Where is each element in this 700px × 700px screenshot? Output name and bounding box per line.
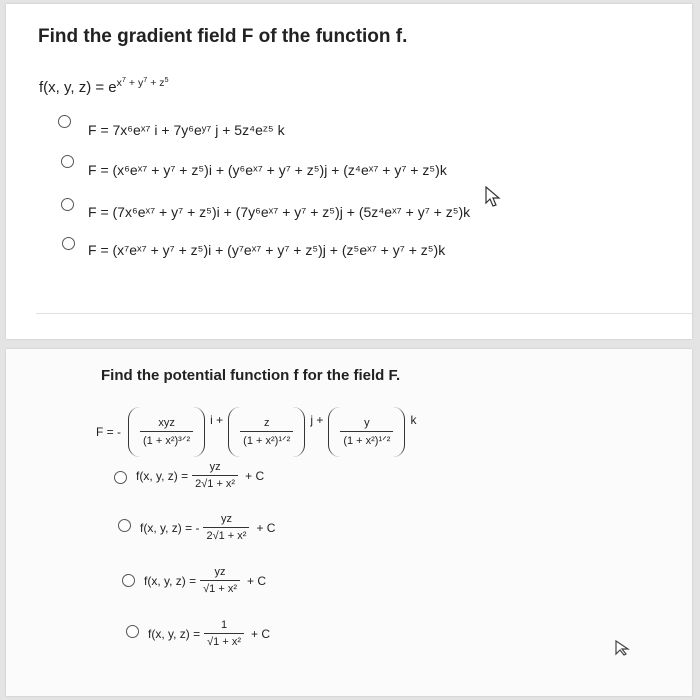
q2-option-1 (136, 461, 264, 490)
question-2-title: Find the potential function f for the field F. (101, 367, 401, 384)
term-i-numerator: xyz (158, 417, 175, 429)
q2-option-1-numerator: yz (209, 461, 221, 473)
field-term-j (228, 407, 305, 457)
unit-k: k (410, 413, 417, 427)
q2-option-2-lhs: f(x, y, z) = - (140, 520, 200, 535)
q2-option-4-constant: + C (250, 626, 270, 641)
term-j-numerator: z (263, 417, 270, 429)
q2-option-1-constant: + C (245, 468, 265, 483)
question-1-panel (6, 4, 692, 339)
exp-y-power: 7 (143, 75, 148, 85)
q2-option-3-lhs: f(x, y, z) = (144, 573, 197, 588)
function-definition (39, 75, 169, 96)
field-term-i (128, 407, 205, 457)
q2-option-2-constant: + C (256, 520, 276, 535)
vector-field-definition (96, 407, 418, 457)
question-2-panel (6, 349, 692, 696)
q2-option-2-radio[interactable] (118, 519, 131, 532)
q2-option-1-lhs: f(x, y, z) = (136, 468, 189, 483)
field-term-k (328, 407, 405, 457)
q1-option-4-text: F = (x⁷eˣ⁷ + y⁷ + z⁵)i + (y⁷eˣ⁷ + y⁷ + z⁵)j + (z⁵eˣ⁷ + y⁷ + z⁵)k (88, 242, 446, 258)
exp-plus-y: + y (126, 77, 144, 90)
exp-plus-z: + z (147, 77, 165, 90)
q1-option-3-text: F = (7x⁶eˣ⁷ + y⁷ + z⁵)i + (7y⁶eˣ⁷ + y⁷ + z⁵)j + (5z⁴eˣ⁷ + y⁷ + z⁵)k (88, 204, 471, 220)
exp-x-power: 7 (121, 75, 126, 85)
q2-option-1-radio[interactable] (114, 471, 127, 484)
divider (36, 313, 692, 314)
q2-option-3-constant: + C (246, 573, 266, 588)
q2-option-1-denominator: 2√1 + x² (192, 475, 238, 490)
function-lhs: f(x, y, z) = e (39, 79, 117, 96)
q1-option-3-radio[interactable] (61, 198, 74, 211)
term-k-denominator: (1 + x²)¹ᐟ² (340, 431, 393, 447)
q2-option-2-denominator: 2√1 + x² (203, 527, 249, 542)
term-k-numerator: y (364, 417, 370, 429)
q2-option-3 (144, 566, 266, 595)
q1-option-2-text: F = (x⁶eˣ⁷ + y⁷ + z⁵)i + (y⁶eˣ⁷ + y⁷ + z⁵)j + (z⁴eˣ⁷ + y⁷ + z⁵)k (88, 162, 447, 178)
q2-option-4-numerator: 1 (220, 619, 228, 631)
q2-option-3-denominator: √1 + x² (200, 580, 240, 595)
term-j-denominator: (1 + x²)¹ᐟ² (240, 431, 293, 447)
term-i-denominator: (1 + x²)³ᐟ² (140, 431, 193, 447)
unit-j: j + (310, 413, 324, 427)
q2-option-2 (140, 513, 275, 542)
q1-option-1-text: F = 7x⁶eˣ⁷ i + 7y⁶eʸ⁷ j + 5z⁴eᶻ⁵ k (88, 122, 285, 138)
unit-i: i + (210, 413, 224, 427)
q2-option-4-denominator: √1 + x² (204, 633, 244, 648)
field-lhs: F = - (96, 425, 122, 439)
q2-option-4-radio[interactable] (126, 625, 139, 638)
exp-x: x (116, 77, 122, 90)
mouse-cursor-icon (484, 186, 502, 208)
q2-option-3-radio[interactable] (122, 574, 135, 587)
question-1-title: Find the gradient field F of the function f. (38, 26, 408, 47)
q1-option-1-radio[interactable] (58, 115, 71, 128)
q2-option-3-numerator: yz (214, 566, 226, 578)
mouse-cursor-icon (614, 639, 632, 657)
q2-option-4 (148, 619, 270, 648)
q1-option-2-radio[interactable] (61, 155, 74, 168)
exp-z-power: 5 (164, 75, 169, 85)
q2-option-2-numerator: yz (220, 513, 232, 525)
q2-option-4-lhs: f(x, y, z) = (148, 626, 201, 641)
q1-option-4-radio[interactable] (62, 237, 75, 250)
